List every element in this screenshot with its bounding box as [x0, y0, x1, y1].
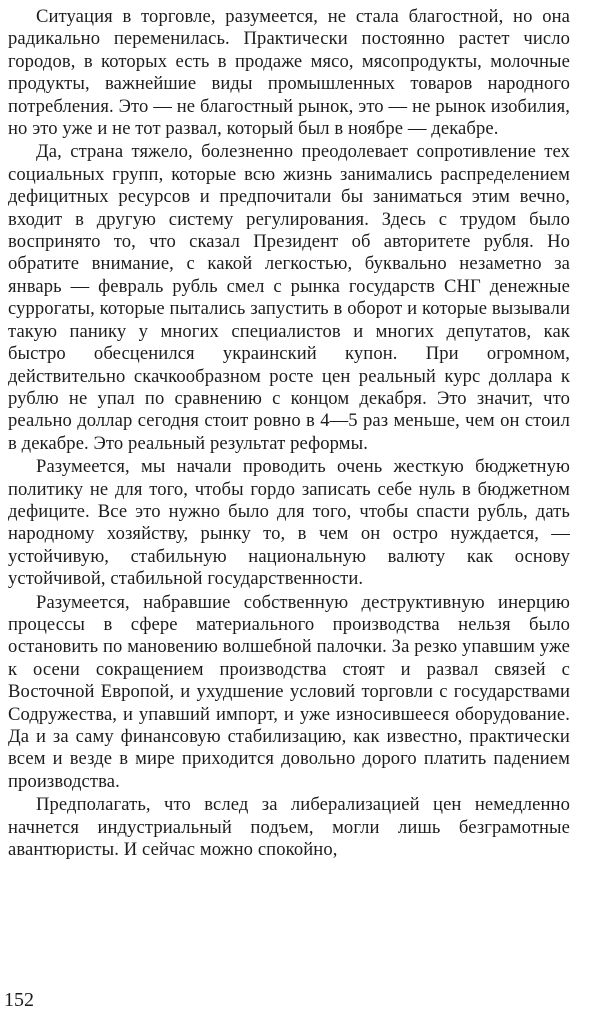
paragraph-budget-policy: Разумеется, мы начали проводить очень жесткую бюджетную политику не для того, чтобы гордо записать себе нуль в бюджетном дефиците. Все это нужно было для того, чтобы спасти рубль, дать народному хозяйству, рынку то, в чем он остро нуждается, — устойчивую, стабильную национальную валюту как основу устойчивой, стабильной государственности. — [8, 456, 570, 590]
paragraph-industrial-growth: Предполагать, что вслед за либерализацией цен немедленно начнется индустриальный подъем, могли лишь безграмотные авантюристы. И сейчас можно спокойно, — [8, 794, 570, 861]
paragraph-social-resistance: Да, страна тяжело, болезненно преодолевает сопротивление тех социальных групп, которые всю жизнь занимались распределением дефицитных ресурсов и предпочитали бы заниматься этим вечно, входит в другую систему регулирования. Здесь с трудом было воспринято то, что сказал Президент об авторитете рубля. Но обратите внимание, с какой легкостью, буквально незаметно за январь — февраль рубль смел с рынка государств СНГ денежные суррогаты, которые пытались запустить в оборот и которые вызывали такую панику у многих специалистов и многих депутатов, как быстро обесценился украинский купон. При огромном, действительно скачкообразном росте цен реальный курс доллара к рублю не упал по сравнению с концом декабря. Это значит, что реально доллар сегодня стоит ровно в 4—5 раз меньше, чем он стоил в декабре. Это реальный результат реформы. — [8, 141, 570, 454]
paragraph-production-decline: Разумеется, набравшие собственную деструктивную инерцию процессы в сфере материального производства нельзя было остановить по мановению волшебной палочки. За резко упавшим уже к осени сокращением производства стоят и развал связей с Восточной Европой, и ухудшение условий торговли с государствами Содружества, и упавший импорт, и уже износившееся оборудование. Да и за саму финансовую стабилизацию, как известно, практически всем и везде в мире приходится довольно дорого платить падением производства. — [8, 591, 570, 792]
page-number: 152 — [4, 989, 34, 1011]
paragraph-trade-situation: Ситуация в торговле, разумеется, не стала благостной, но она радикально переменилась. Практически постоянно растет число городов, в которых есть в продаже мясо, мясопродукты, молочные продукты, важнейшие виды промышленных товаров народного потребления. Это — не благостный рынок, это — не рынок изобилия, но это уже и не тот развал, который был в ноябре — декабре. — [8, 6, 570, 140]
body-text — [8, 6, 570, 862]
